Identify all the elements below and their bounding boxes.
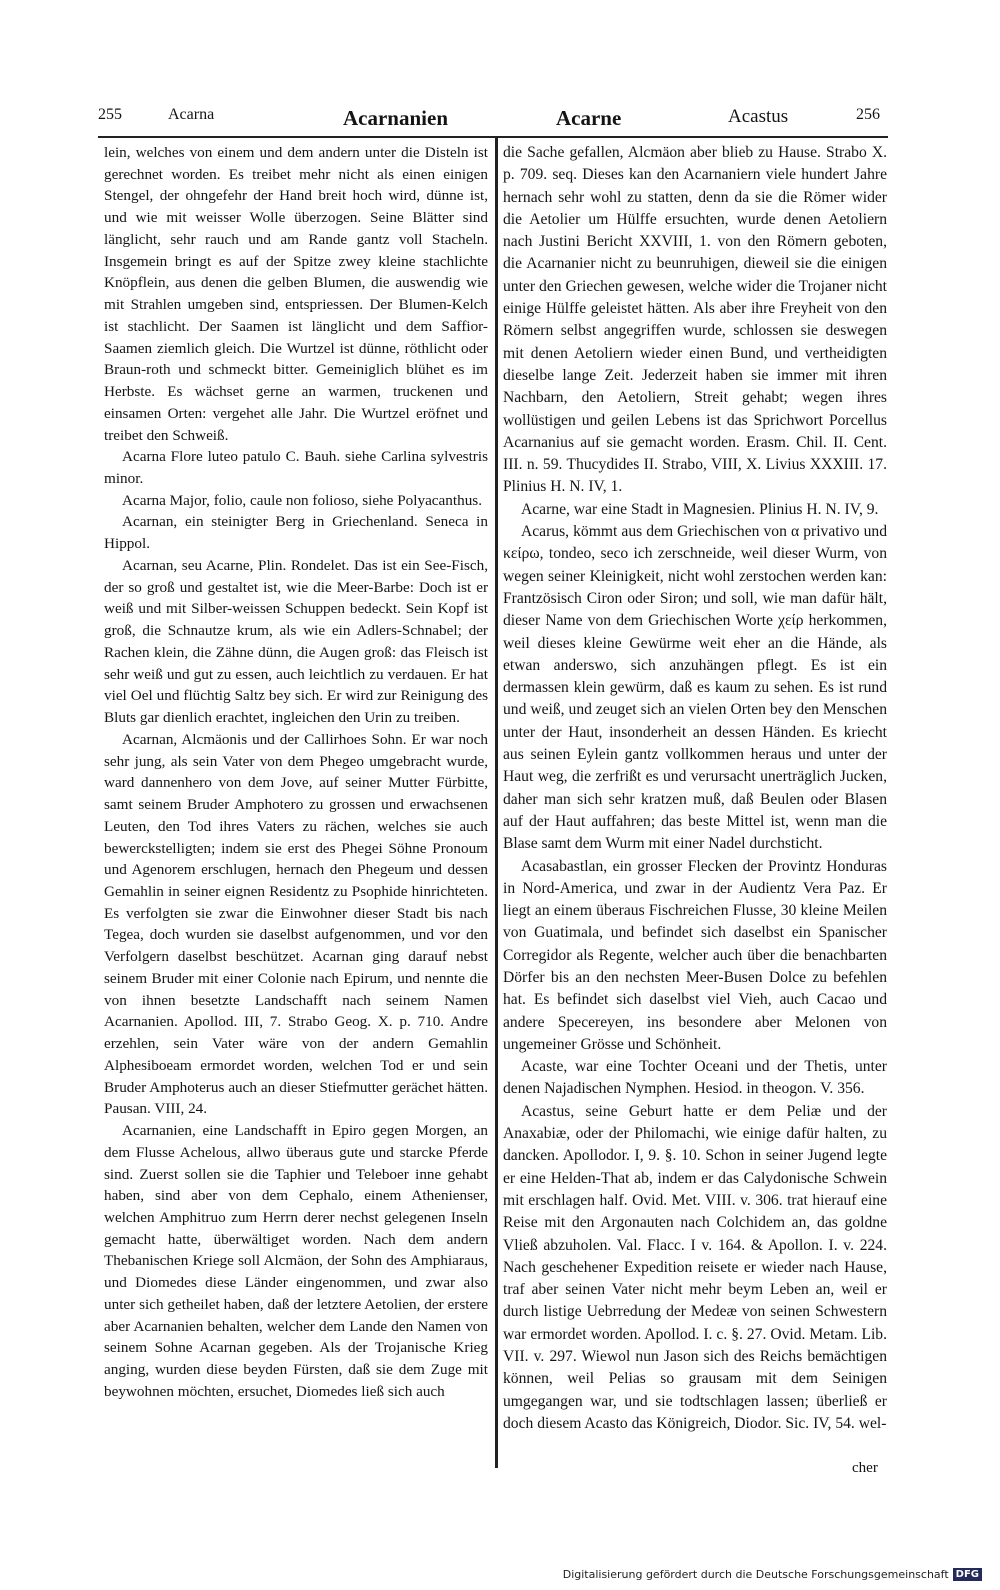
page-number-right: 256	[856, 106, 880, 123]
entry-paragraph: Acasabastlan, ein grosser Flecken der Provintz Honduras in Nord-America, und zwar in der Audientz Vera Paz. Er liegt an einem überaus Fischreichen Flusse, 30 kleine Meilen von Guatimala, und befindet sich daselbst ein Spanischer Corregidor als Regente, welcher auch über die benachbarten Dörfer bis an den nechsten Meer-Busen Dolce zu befehlen hat. Es befindet sich daselbst viel Vieh, auch Cacao und andere Specereyen, ins besondere aber Melonen von ungemeiner Grösse und Schönheit.	[503, 857, 887, 1053]
entry-paragraph: Acaste, war eine Tochter Oceani und der Thetis, unter denen Najadischen Nymphen. Hesiod. in theogon. V. 356.	[503, 1058, 887, 1098]
header-keyword-left: Acarna	[168, 106, 215, 123]
page-header	[98, 106, 888, 136]
entry-paragraph: Acarne, war eine Stadt in Magnesien. Plinius H. N. IV, 9.	[521, 500, 879, 518]
footer-text: Digitalisierung gefördert durch die Deutsche Forschungsgemeinschaft	[562, 1568, 949, 1581]
left-column	[104, 142, 488, 1403]
right-column	[503, 142, 887, 1435]
entry-paragraph: Acarnan, ein steinigter Berg in Griechenland. Seneca in Hippol.	[104, 513, 488, 553]
dfg-logo: DFG	[953, 1568, 982, 1581]
header-keyword-right-2: Acastus	[728, 106, 789, 127]
column-divider	[495, 138, 498, 1468]
digitization-footer	[563, 1568, 982, 1581]
entry-paragraph: Acastus, seine Geburt hatte er dem Peliæ und der Anaxabiæ, oder der Philomachi, wie einige dafür halten, zu dancken. Apollodor. I, 9. §. 10. Schon in seiner Jugend legte er eine Helden-That ab, indem er das Calydonische Schwein mit erschlagen half. Ovid. Met. VIII. v. 306. trat hierauf eine Reise mit den Argonauten nach Colchidem an, das goldne Vließ abzuholen. Val. Flacc. I v. 164. & Apollon. I. v. 224. Nach geschehener Expedition reisete er wieder nach Hause, traf aber seinen Vater nicht mehr beym Leben an, weil er durch listige Uebrredung der Medeæ von seinen Schwestern war ermordet worden. Apollod. I. c. §. 27. Ovid. Metam. Lib. VII. v. 297. Wiewol nun Jason sich des Reichs bemächtigen können, weil Pelias so grausam mit dem Seinigen umgegangen war, und sie todtschlagen lassen; überließ er doch diesem Acasto das Königreich, Diodor. Sic. IV, 54. wel-	[503, 1102, 887, 1432]
entry-paragraph: Acarna Major, folio, caule non folioso, siehe Polyacanthus.	[122, 491, 482, 509]
entry-paragraph: Acarnan, Alcmäonis und der Callirhoes Sohn. Er war noch sehr jung, als sein Vater von dem Phegeo umgebracht wurde, ward dannenhero von dem Jove, auf seiner Mutter Fürbitte, samt seinem Bruder Amphotero zu grossen und erwachsenen Leuten, den Tod ihres Vaters zu rächen, welches sie auch bewerckstelligten; indem sie erst des Phegei Söhne Pronoum und Agenorem erschlugen, hernach den Phegeum und dessen Gemahlin in seiner eignen Residentz zu Psophide hinrichteten. Es verfolgten sie zwar die Einwohner dieser Stadt bis nach Tegea, doch wurden sie daselbst aufgenommen, und vor den Verfolgern daselbst beschützet. Acarnan ging darauf nebst seinem Bruder mit einer Colonie nach Epirum, und nennte die von ihnen besetzte Landschafft nach seinem Namen Acarnanien. Apollod. III, 7. Strabo Geog. X. p. 710. Andre erzehlen, sein Vater wäre von der andern Gemahlin Alphesiboeam ermordet worden, welchen Tod er und sein Bruder Amphoterus auch an dieser Stiefmutter gerächet hätten. Pausan. VIII, 24.	[104, 730, 488, 1118]
page-number-left: 255	[98, 106, 122, 123]
entry-paragraph: Acarna Flore luteo patulo C. Bauh. siehe Carlina sylvestris minor.	[104, 448, 488, 488]
header-rule	[98, 136, 888, 138]
entry-paragraph: Acarnan, seu Acarne, Plin. Rondelet. Das ist ein See-Fisch, der so groß und gestaltet ist, wie die Meer-Barbe: Doch ist er weiß und mit Silber-weissen Schuppen bedeckt. Sein Kopf ist groß, die Schnautze krum, als wie ein Adlers-Schnabel; der Rachen klein, die Zähne dünn, die Augen groß: das Fleisch ist sehr weiß und gut zu essen, auch leichtlich zu verdauen. Er hat viel Oel und flüchtig Saltz bey sich. Er wird zur Reinigung des Bluts gar dienlich erachtet, ingleichen den Urin zu treiben.	[104, 556, 488, 727]
entry-paragraph: lein, welches von einem und dem andern unter die Disteln ist gerechnet worden. Es treibet mehr nicht als einen einigen Stengel, der ohngefehr der Hand breit hoch wird, dünne ist, und wie mit weisser Wolle überzogen. Seine Blätter sind länglicht, sehr rauch und am Rande gantz voll Stacheln. Insgemein bringt es auf der Spitze zwey kleine stachlichte Knöpflein, aus denen die gelben Blumen, die auswendig wie mit Strahlen umgeben sind, entspriessen. Der Blumen-Kelch ist stachlicht. Der Saamen ist länglicht und dem Saffior-Saamen ziemlich gleich. Die Wurtzel ist dünne, röthlicht oder Braun-roth und schmeckt bitter. Gemeiniglich blühet es im Herbste. Es wächset gerne an warmen, truckenen und einsamen Orten: vergehet alle Jahr. Die Wurtzel eröfnet und treibet den Schweiß.	[104, 144, 488, 444]
catchword: cher	[852, 1460, 878, 1476]
entry-paragraph: Acarus, kömmt aus dem Griechischen von α privativo und κείρω, tondeo, seco ich zerschneide, weil dieser Wurm, von wegen seiner Kleinigkeit, nicht wohl zerstochen werden kan: Frantzösisch Ciron oder Siron; und soll, wie man dafür hält, dieser Name von dem Griechischen Worte χείρ herkommen, weil dieses kleine Gewürme weit eher an die Hände, als etwan anderswo, sich anzuhängen pflegt. Es ist ein dermassen klein gewürm, daß es kaum zu sehen. Es ist rund und weiß, und zeuget sich an vielen Orten bey den Menschen unter der Haut, insonderheit an dessen Händen. Es kriecht aus seinen Eylein gantz vollkommen heraus und unter der Haut weg, die zerfrißt es und verursacht unerträglich Jucken, daher man sich sehr kratzen muß, daß Beulen oder Blasen auf der Haut auffahren; das beste Mittel ist, wenn man die Blase samt dem Wurm mit einer Nadel durchsticht.	[503, 523, 887, 853]
entry-paragraph: die Sache gefallen, Alcmäon aber blieb zu Hause. Strabo X. p. 709. seq. Dieses kan den Acarnaniern viele hundert Jahre hernach sehr wohl zu statten, denn da sie die Römer wider die Aetolier um Hülffe ersuchten, wurde denen Aetoliern nach Justini Bericht XXVIII, 1. von den Römern geboten, die Acarnanier nicht zu beunruhigen, dieweil sie die einigen unter den Griechen gewesen, welche wider die Trojaner nicht einige Hülffe geleistet hätten. Als aber ihre Freyheit von den Römern selbst angegriffen wurde, schlossen sie deswegen mit denen Aetoliern wieder einen Bund, und vertheidigten dieselbe lange Zeit. Jederzeit haben sie immer mit ihren Nachbarn, den Aetoliern, Streit gehabt; wegen ihres wollüstigen und geilen Lebens ist das Sprichwort Porcellus Acarnanius auf sie gemacht worden. Erasm. Chil. II. Cent. III. n. 59. Thucydides II. Strabo, VIII, X. Livius XXXIII. 17. Plinius H. N. IV, 1.	[503, 144, 887, 496]
header-keyword-center: Acarnanien	[343, 106, 448, 130]
header-keyword-right: Acarne	[556, 106, 622, 130]
entry-paragraph: Acarnanien, eine Landschafft in Epiro gegen Morgen, an dem Flusse Achelous, allwo überaus gute und starcke Pferde sind. Zuerst sollen sie die Taphier und Teleboer inne gehabt haben, sind aber von dem Cephalo, einem Athenienser, welchen Amphitruo zum Herrn derer nechst gelegenen Inseln gemacht hatte, überwältiget worden. Nach dem andern Thebanischen Kriege soll Alcmäon, der Sohn des Amphiaraus, und Diomedes diese Länder eingenommen, und zwar also unter sich getheilet haben, daß der letztere Aetolien, der erstere aber Acarnanien behalten, welcher dem Lande den Namen von seinem Sohne Acarnan gegeben. Als der Trojanische Krieg anging, wurden diese beyden Fürsten, daß sie dem Zuge mit beywohnen möchten, ersuchet, Diomedes ließ sich auch	[104, 1122, 488, 1400]
